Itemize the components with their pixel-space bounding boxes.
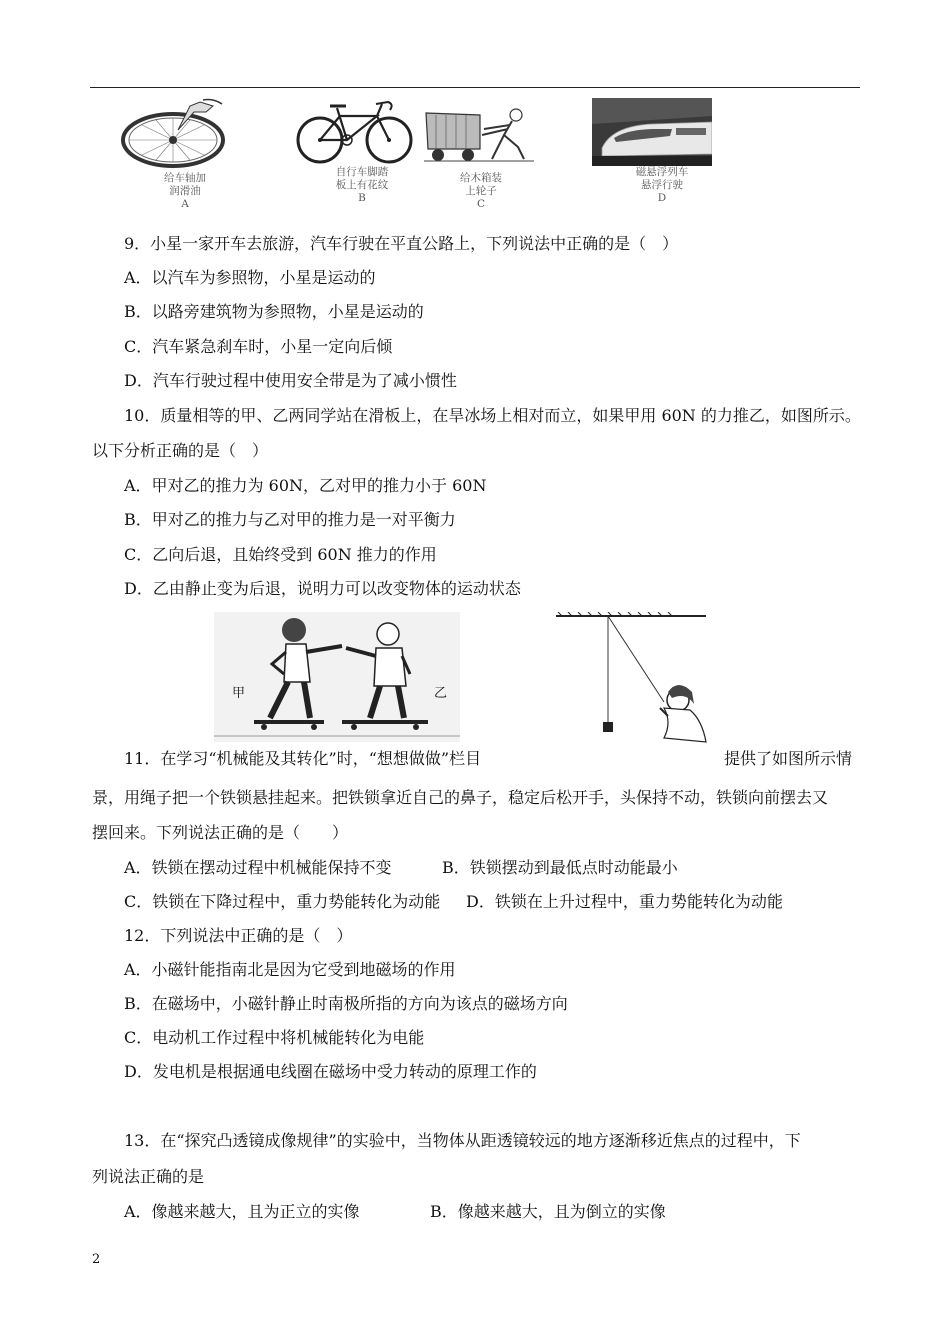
q11-option-a: A．铁锁在摆动过程中机械能保持不变 [124, 858, 392, 877]
q11-option-d: D．铁锁在上升过程中，重力势能转化为动能 [466, 892, 783, 911]
q9-option-c: C．汽车紧急刹车时，小星一定向后倾 [124, 337, 393, 356]
caption-letter: B [358, 192, 366, 204]
caption-line: 给木箱装 [460, 172, 502, 184]
caption-letter: D [657, 192, 667, 204]
q10-option-c: C．乙向后退，且始终受到 60N 推力的作用 [124, 545, 437, 564]
q10-figure-skaters [214, 612, 460, 742]
q12-option-a: A．小磁针能指南北是因为它受到地磁场的作用 [124, 960, 456, 979]
figure-c-box-on-wheels [424, 103, 536, 165]
q12-option-d: D．发电机是根据通电线圈在磁场中受力转动的原理工作的 [124, 1062, 537, 1081]
q9-stem: 9．小星一家开车去旅游，汽车行驶在平直公路上，下列说法中正确的是（ ） [124, 234, 679, 253]
caption-line: 润滑油 [169, 185, 201, 197]
figure-a-caption [150, 172, 220, 211]
q11-option-b: B．铁锁摆动到最低点时动能最小 [442, 858, 678, 877]
figure-c-caption [446, 172, 516, 211]
figure-d-maglev-train [592, 98, 712, 166]
q11-option-c: C．铁锁在下降过程中，重力势能转化为动能 [124, 892, 441, 911]
header-rule [90, 87, 860, 88]
q10-stem-line1: 10．质量相等的甲、乙两同学站在滑板上，在旱冰场上相对而立，如果甲用 60N 的力推乙，如图所示。 [124, 406, 861, 425]
q12-option-c: C．电动机工作过程中将机械能转化为电能 [124, 1028, 425, 1047]
q10-option-d: D．乙由静止变为后退，说明力可以改变物体的运动状态 [124, 579, 521, 598]
figure-b-bicycle [292, 98, 417, 166]
q10-stem-line2: 以下分析正确的是（ ） [92, 441, 269, 460]
q11-stem-part1: 11．在学习“机械能及其转化”时，“想想做做”栏目 [124, 749, 482, 768]
q11-figure-pendulum [556, 612, 712, 752]
caption-line: 悬浮行驶 [641, 179, 683, 191]
caption-line: 给车轴加 [164, 172, 206, 184]
q10-figure-label-right: 乙 [434, 686, 448, 701]
caption-line: 板上有花纹 [335, 179, 389, 191]
figure-b-caption [322, 166, 402, 205]
q9-option-b: B．以路旁建筑物为参照物，小星是运动的 [124, 302, 424, 321]
q13-option-b: B．像越来越大，且为倒立的实像 [430, 1202, 666, 1221]
q11-stem-line2: 景，用绳子把一个铁锁悬挂起来。把铁锁拿近自己的鼻子，稳定后松开手，头保持不动，铁锁向前摆去又 [92, 788, 829, 807]
caption-letter: A [181, 198, 189, 210]
caption-line: 上轮子 [465, 185, 497, 197]
q11-stem-line3: 摆回来。下列说法正确的是（ ） [92, 823, 349, 842]
caption-letter: C [476, 198, 486, 210]
q9-option-a: A．以汽车为参照物，小星是运动的 [124, 268, 376, 287]
page-number: 2 [92, 1252, 101, 1267]
q10-figure-label-left: 甲 [232, 686, 246, 701]
q11-stem-part2: 提供了如图所示情 [724, 749, 853, 768]
figure-d-caption [622, 166, 702, 205]
q12-option-b: B．在磁场中，小磁针静止时南极所指的方向为该点的磁场方向 [124, 994, 568, 1013]
q13-option-a: A．像越来越大，且为正立的实像 [124, 1202, 360, 1221]
q12-stem: 12．下列说法中正确的是（ ） [124, 926, 353, 945]
q10-option-a: A．甲对乙的推力为 60N，乙对甲的推力小于 60N [124, 476, 487, 495]
figure-a-wheel [118, 98, 233, 170]
q13-stem-line1: 13．在“探究凸透镜成像规律”的实验中，当物体从距透镜较远的地方逐渐移近焦点的过程中，下 [124, 1131, 801, 1150]
q13-stem-line2: 列说法正确的是 [92, 1167, 205, 1186]
caption-line: 自行车脚踏 [335, 166, 389, 178]
q10-option-b: B．甲对乙的推力与乙对甲的推力是一对平衡力 [124, 510, 456, 529]
q9-option-d: D．汽车行驶过程中使用安全带是为了减小惯性 [124, 371, 457, 390]
caption-line: 磁悬浮列车 [635, 166, 689, 178]
